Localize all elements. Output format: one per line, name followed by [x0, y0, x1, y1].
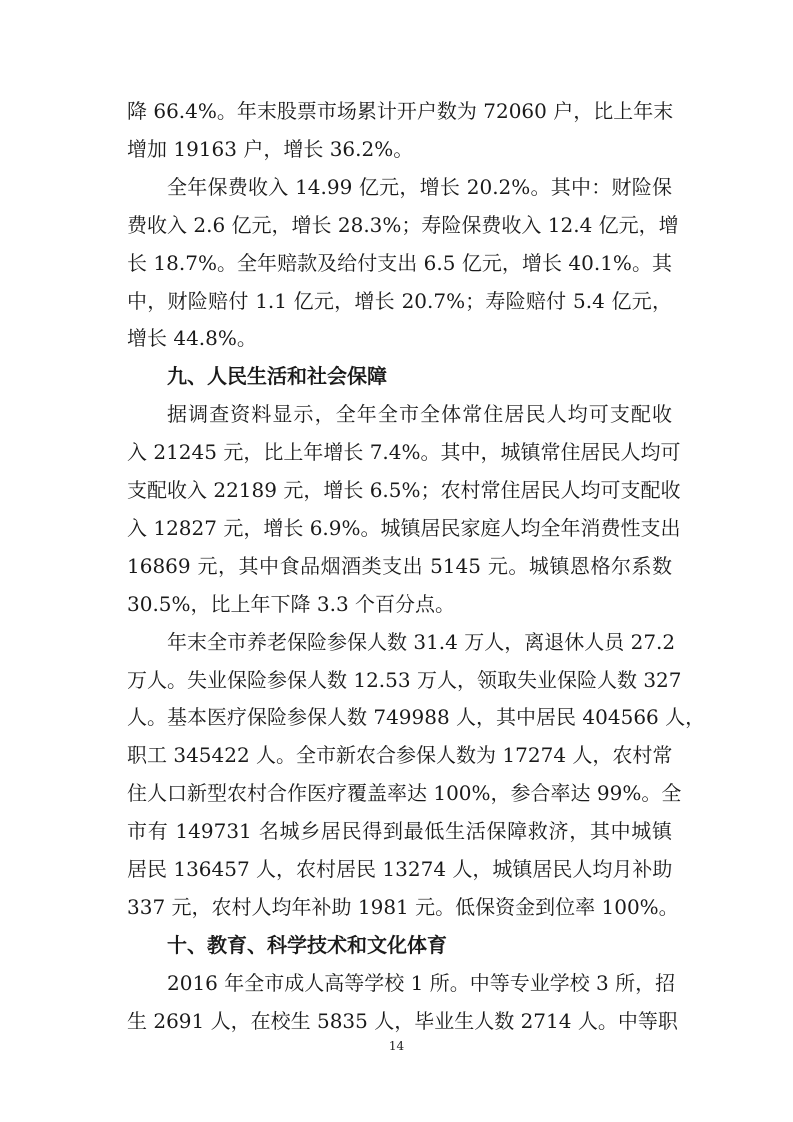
text-line: 生 2691 人，在校生 5835 人，毕业生人数 2714 人。中等职: [127, 1008, 678, 1033]
text-line: 市有 149731 名城乡居民得到最低生活保障救济，其中城镇: [127, 819, 672, 844]
text-line: 住人口新型农村合作医疗覆盖率达 100%，参合率达 99%。全: [127, 781, 682, 806]
text-line: 据调查资料显示，全年全市全体常住居民人均可支配收: [167, 402, 672, 427]
text-line: 入 12827 元，增长 6.9%。城镇居民家庭人均全年消费性支出: [127, 515, 681, 540]
text-line: 中，财险赔付 1.1 亿元，增长 20.7%；寿险赔付 5.4 亿元，: [127, 288, 672, 313]
text-line: 费收入 2.6 亿元，增长 28.3%；寿险保费收入 12.4 亿元，增: [127, 212, 679, 237]
text-line: 万人。失业保险参保人数 12.53 万人，领取失业保险人数 327: [127, 667, 682, 692]
text-line: 16869 元，其中食品烟酒类支出 5145 元。城镇恩格尔系数: [127, 553, 672, 578]
text-line: 全年保费收入 14.99 亿元，增长 20.2%。其中：财险保: [167, 174, 672, 199]
text-line: 2016 年全市成人高等学校 1 所。中等专业学校 3 所，招: [167, 970, 676, 995]
text-line: 入 21245 元，比上年增长 7.4%。其中，城镇常住居民人均可: [127, 440, 681, 465]
section-heading: 十、教育、科学技术和文化体育: [167, 932, 447, 957]
text-line: 人。基本医疗保险参保人数 749988 人，其中居民 404566 人，: [127, 705, 706, 730]
text-line: 居民 136457 人，农村居民 13274 人，城镇居民人均月补助: [127, 857, 673, 881]
text-line: 增加 19163 户，增长 36.2%。: [127, 136, 414, 161]
text-line: 职工 345422 人。全市新农合参保人数为 17274 人，农村常: [127, 743, 673, 768]
text-line: 30.5%，比上年下降 3.3 个百分点。: [127, 591, 456, 616]
section-heading: 九、人民生活和社会保障: [167, 364, 387, 389]
text-line: 增长 44.8%。: [127, 326, 257, 351]
page-number: 14: [388, 1039, 405, 1053]
text-line: 长 18.7%。全年赔款及给付支出 6.5 亿元，增长 40.1%。其: [127, 250, 672, 275]
text-line: 337 元，农村人均年补助 1981 元。低保资金到位率 100%。: [127, 894, 679, 919]
text-line: 年末全市养老保险参保人数 31.4 万人，离退休人员 27.2: [167, 629, 676, 654]
text-line: 降 66.4%。年末股票市场累计开户数为 72060 户，比上年末: [127, 99, 674, 123]
text-line: 支配收入 22189 元，增长 6.5%；农村常住居民人均可支配收: [127, 478, 681, 502]
